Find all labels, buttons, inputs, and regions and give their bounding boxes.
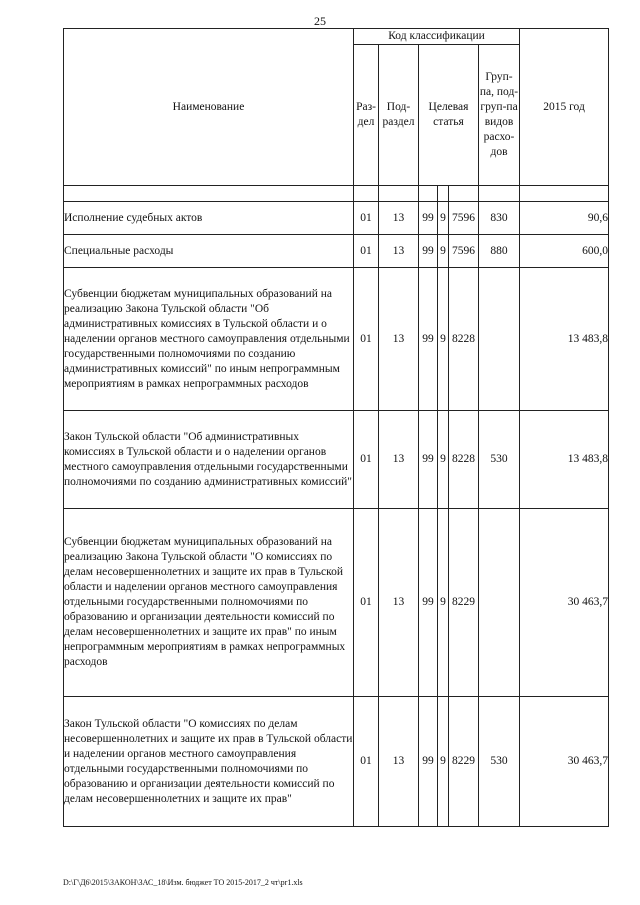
row-expense-group	[479, 509, 520, 697]
row-target-1: 99	[419, 509, 438, 697]
row-amount: 13 483,8	[520, 268, 609, 411]
row-name: Закон Тульской области "О комиссиях по делам несовершеннолетних и защите их прав в Тульской области и наделении органов местного самоуправления отдельными государственными полномочиями по образованию и организации деятельности комиссий по делам несовершеннолетних и защите их прав"	[64, 697, 354, 827]
row-name: Исполнение судебных актов	[64, 202, 354, 235]
row-expense-group: 530	[479, 411, 520, 509]
row-target-3: 7596	[449, 202, 479, 235]
table-row	[64, 411, 609, 509]
row-target-2: 9	[438, 202, 449, 235]
row-amount: 13 483,8	[520, 411, 609, 509]
row-amount: 30 463,7	[520, 697, 609, 827]
row-target-2: 9	[438, 268, 449, 411]
row-target-3: 8228	[449, 268, 479, 411]
row-subsection: 13	[379, 509, 419, 697]
table-row	[64, 268, 609, 411]
row-target-1: 99	[419, 697, 438, 827]
header-section: Раз-дел	[354, 45, 379, 186]
row-amount: 30 463,7	[520, 509, 609, 697]
row-target-2: 9	[438, 697, 449, 827]
row-subsection: 13	[379, 411, 419, 509]
table-row	[64, 509, 609, 697]
row-section: 01	[354, 202, 379, 235]
row-subsection: 13	[379, 268, 419, 411]
row-target-2: 9	[438, 411, 449, 509]
header-classification-code: Код классификации	[354, 29, 520, 45]
row-expense-group	[479, 268, 520, 411]
row-expense-group: 530	[479, 697, 520, 827]
row-target-1: 99	[419, 268, 438, 411]
row-name: Субвенции бюджетам муниципальных образований на реализацию Закона Тульской области "Об административных комиссиях в Тульской области и о наделении органов местного самоуправления отдельными государственными полномочиями по созданию административных комиссий" по иным непрограммным мероприятиям в рамках непрограммных расходов	[64, 268, 354, 411]
file-path-footer: D:\Г\Д6\2015\ЗАКОН\ЗАС_18\Изм. бюджет ТО 2015-2017_2 чт\pr1.xls	[63, 878, 303, 887]
budget-table	[63, 28, 609, 827]
row-name: Закон Тульской области "Об административных комиссиях в Тульской области и о наделении органов местного самоуправления отдельными государственными полномочиями по созданию административных комиссий"	[64, 411, 354, 509]
header-target-article: Целевая статья	[419, 45, 479, 186]
row-section: 01	[354, 235, 379, 268]
header-expense-group: Груп-па, под-груп-па видов расхо-дов	[479, 45, 520, 186]
row-section: 01	[354, 697, 379, 827]
row-section: 01	[354, 268, 379, 411]
row-subsection: 13	[379, 202, 419, 235]
row-target-1: 99	[419, 202, 438, 235]
table-row	[64, 202, 609, 235]
row-name: Специальные расходы	[64, 235, 354, 268]
row-subsection: 13	[379, 235, 419, 268]
row-target-1: 99	[419, 411, 438, 509]
row-target-3: 8228	[449, 411, 479, 509]
header-subsection: Под-раздел	[379, 45, 419, 186]
row-name: Субвенции бюджетам муниципальных образований на реализацию Закона Тульской области "О комиссиях по делам несовершеннолетних и защите их прав в Тульской области и наделении органов местного самоуправления отдельными государственными полномочиями по образованию и организации деятельности комиссий по делам несовершеннолетних и защите их прав" по иным непрограммным мероприятиям в рамках непрограммных расходов	[64, 509, 354, 697]
row-section: 01	[354, 509, 379, 697]
row-subsection: 13	[379, 697, 419, 827]
row-amount: 90,6	[520, 202, 609, 235]
header-year: 2015 год	[520, 29, 609, 186]
row-target-3: 8229	[449, 697, 479, 827]
table-row	[64, 235, 609, 268]
row-target-3: 8229	[449, 509, 479, 697]
row-target-2: 9	[438, 509, 449, 697]
row-target-3: 7596	[449, 235, 479, 268]
spacer-row	[64, 186, 609, 202]
table-row	[64, 697, 609, 827]
row-amount: 600,0	[520, 235, 609, 268]
page-number: 25	[314, 14, 326, 28]
row-section: 01	[354, 411, 379, 509]
header-name: Наименование	[64, 29, 354, 186]
row-expense-group: 880	[479, 235, 520, 268]
row-expense-group: 830	[479, 202, 520, 235]
row-target-1: 99	[419, 235, 438, 268]
row-target-2: 9	[438, 235, 449, 268]
